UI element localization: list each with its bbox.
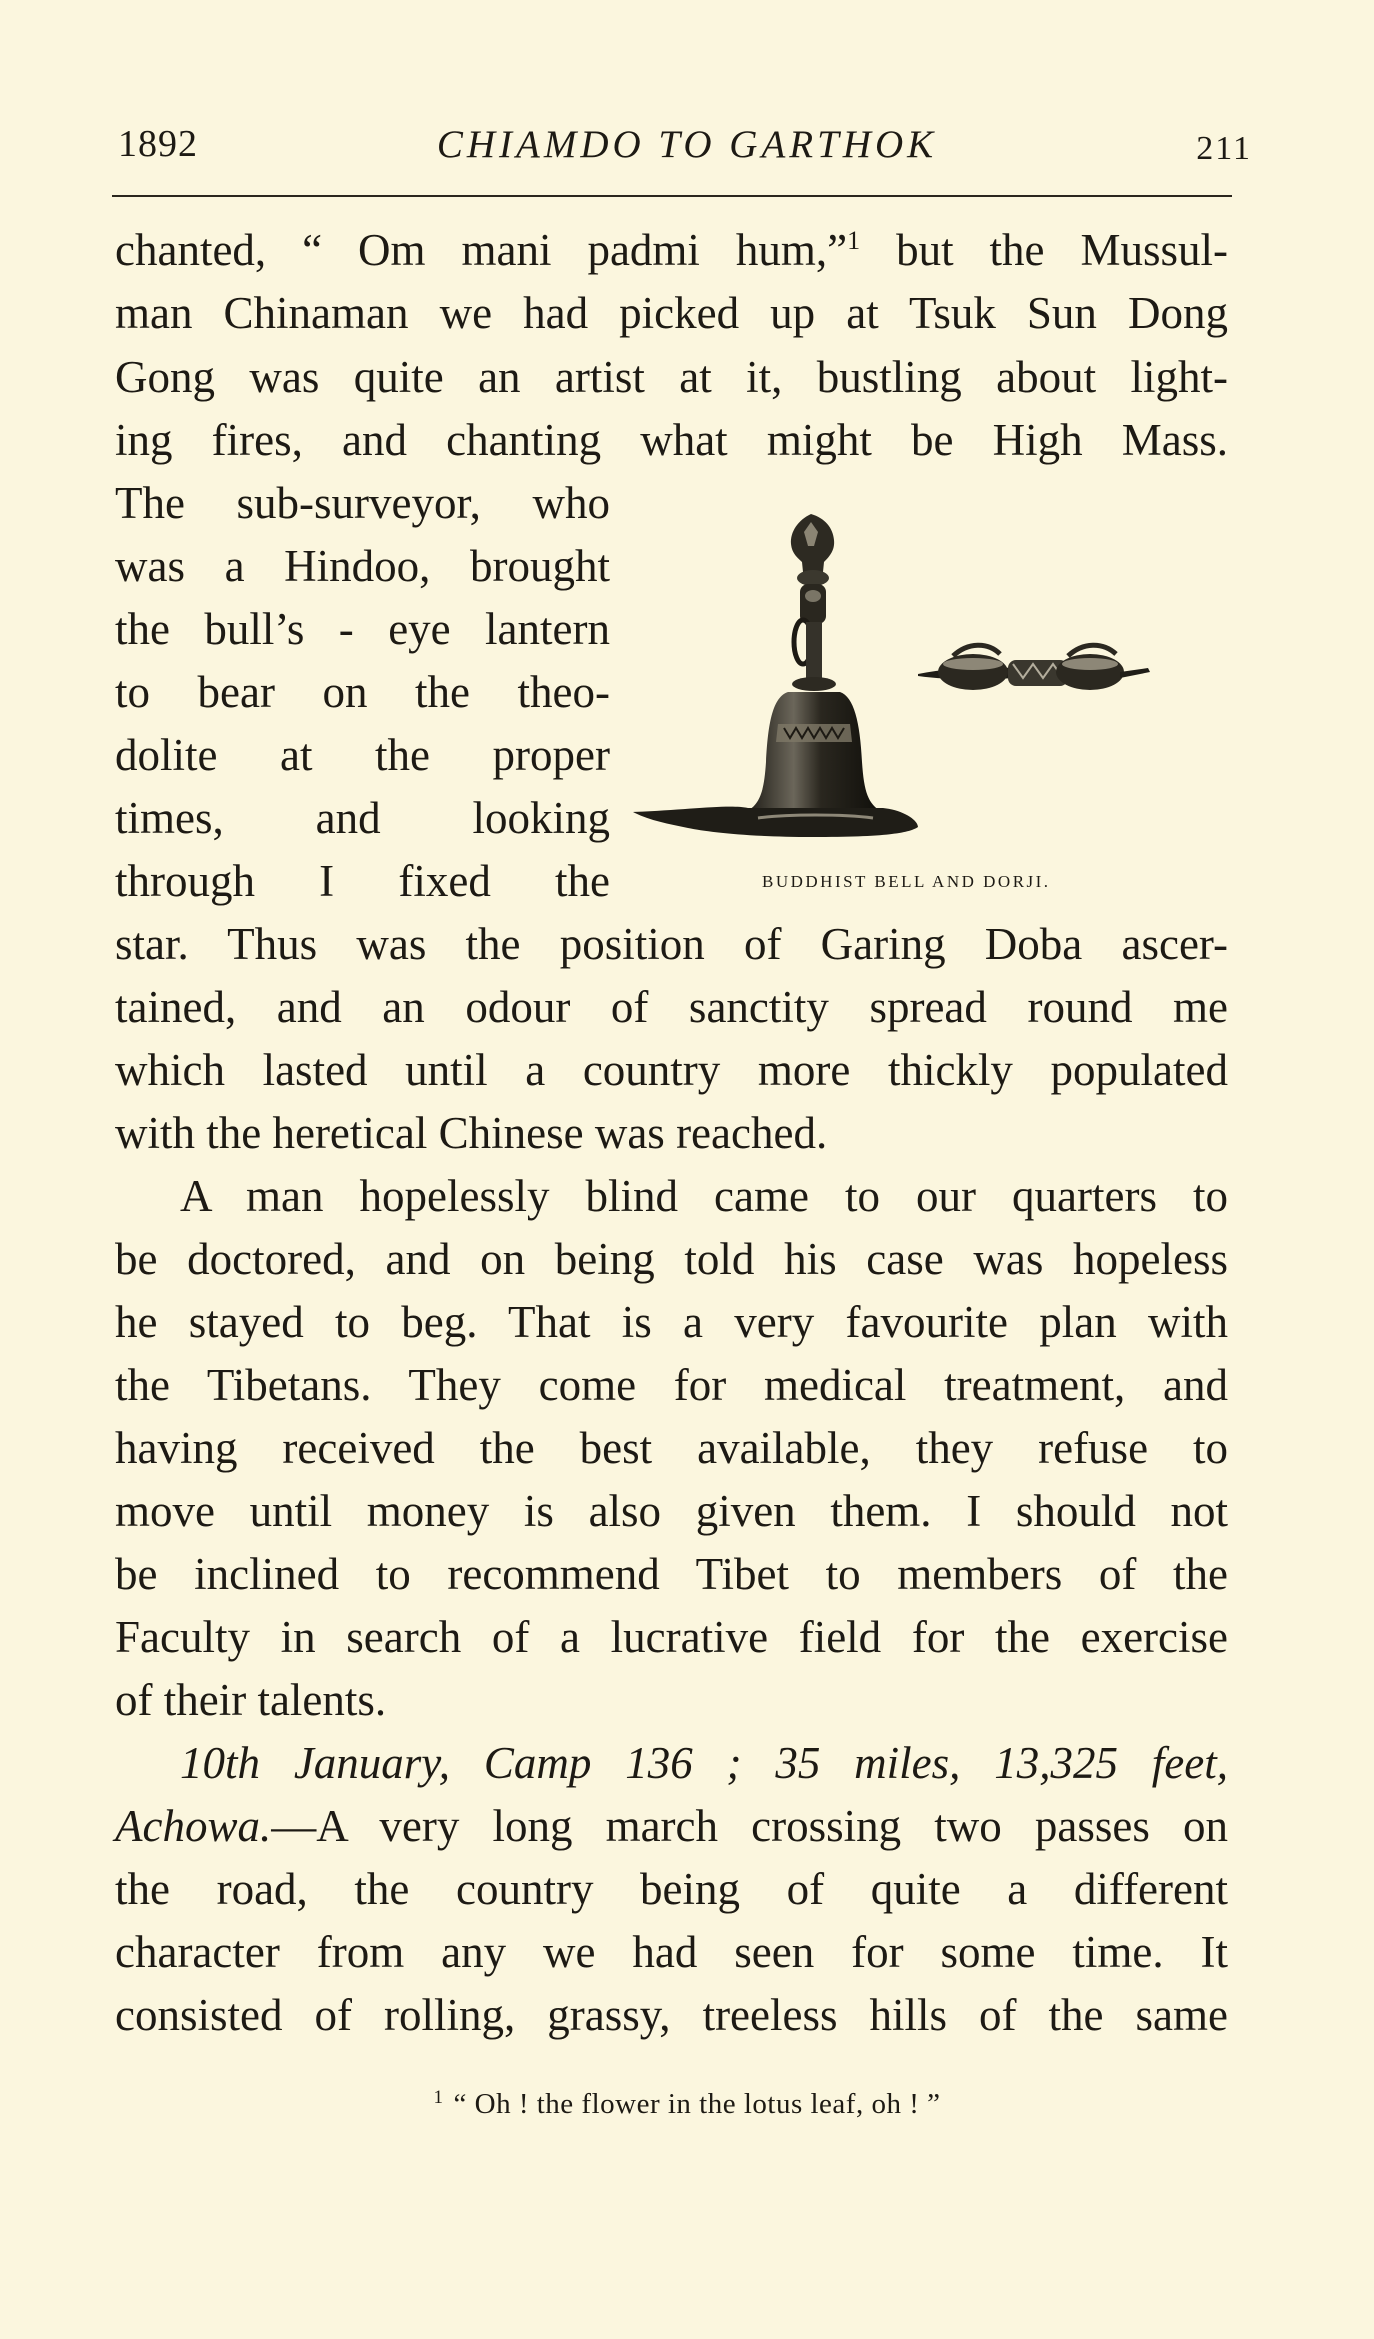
text-line: with the heretical Chinese was reached. [115, 1108, 828, 1158]
header-rule [112, 195, 1232, 197]
footnote: $^1$ “ Oh ! the flower in the lotus leaf, oh ! ” [433, 2087, 941, 2120]
header-year: 1892 [118, 123, 198, 165]
text-line: man Chinaman we had picked up at Tsuk Sun Dong [115, 288, 1228, 338]
text-line: 10th January, Camp 136 ; 35 miles, 13,325 feet, [180, 1738, 1228, 1788]
text-line: chanted, “ Om mani padmi hum,”$^1$ but the Mussul- [115, 225, 1228, 275]
text-line: Faculty in search of a lucrative field for the exercise [115, 1612, 1228, 1662]
figure-caption: BUDDHIST BELL AND DORJI. [762, 872, 1051, 891]
text-line: having received the best available, they refuse to [115, 1423, 1228, 1473]
header-title: CHIAMDO TO GARTHOK [436, 123, 938, 166]
text-line: The sub-surveyor, who [115, 478, 610, 528]
text-line: was a Hindoo, brought [115, 541, 610, 591]
text-line: which lasted until a country more thickly populated [115, 1045, 1228, 1095]
dorje-icon [918, 645, 1150, 690]
text-line: move until money is also given them. I should not [115, 1486, 1228, 1536]
text-line: tained, and an odour of sanctity spread round me [115, 982, 1228, 1032]
text-line: dolite at the proper [115, 730, 610, 780]
buddhist-bell-icon [633, 514, 918, 837]
footnote-marker: 1 [847, 226, 861, 255]
text-line: A man hopelessly blind came to our quarters to [180, 1171, 1228, 1221]
text-line: times, and looking [115, 793, 610, 843]
text-line: of their talents. [115, 1675, 387, 1725]
text-line: to bear on the theo- [115, 667, 610, 717]
text-line: be inclined to recommend Tibet to members of the [115, 1549, 1228, 1599]
text-line: the road, the country being of quite a different [115, 1864, 1228, 1914]
text-line: the Tibetans. They come for medical treatment, and [115, 1360, 1228, 1410]
footnote-number: 1 [433, 2087, 444, 2108]
text-line: through I fixed the [115, 856, 610, 906]
text-line: Achowa.—A very long march crossing two passes on [115, 1801, 1228, 1851]
text-line: he stayed to beg. That is a very favourite plan with [115, 1297, 1228, 1347]
page-number: 211 [1196, 130, 1252, 167]
figure [628, 492, 1228, 872]
text-line: ing fires, and chanting what might be High Mass. [115, 415, 1228, 465]
text-line: Gong was quite an artist at it, bustling about light- [115, 352, 1228, 402]
text-line: star. Thus was the position of Garing Doba ascer- [115, 919, 1228, 969]
text-line: character from any we had seen for some time. It [115, 1927, 1228, 1977]
text-line: the bull’s - eye lantern [115, 604, 610, 654]
text-line: be doctored, and on being told his case was hopeless [115, 1234, 1228, 1284]
text-line: consisted of rolling, grassy, treeless hills of the same [115, 1990, 1228, 2040]
